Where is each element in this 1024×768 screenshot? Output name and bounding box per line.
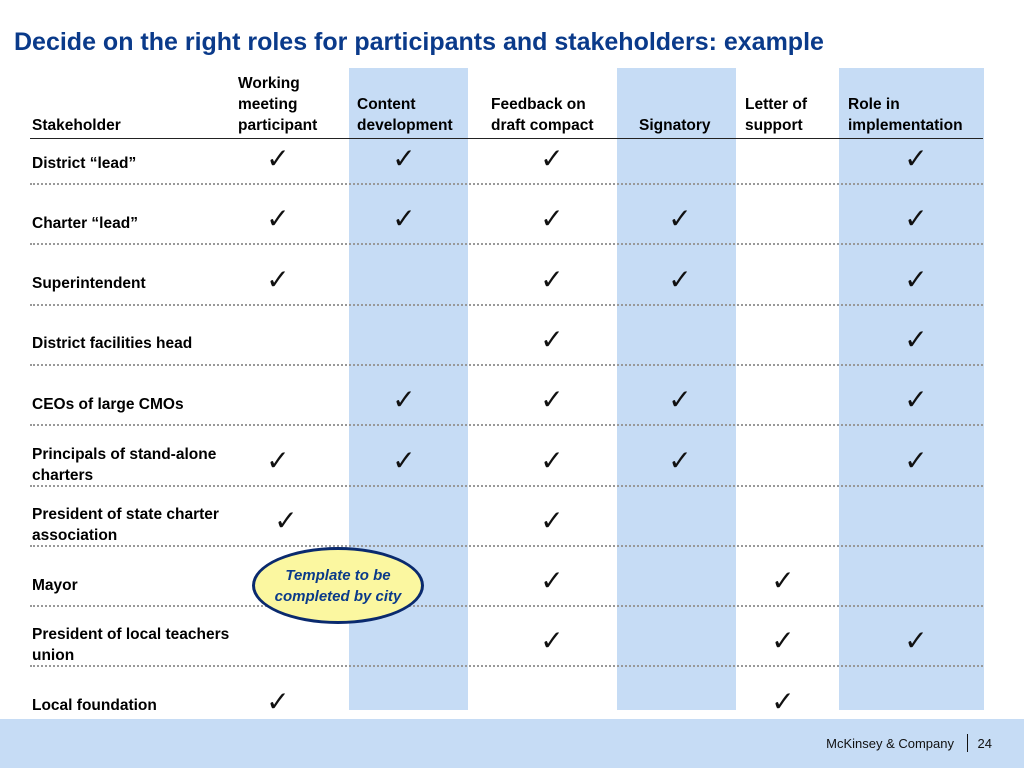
page-number: 24 <box>977 736 992 751</box>
row-label: President of state charter association <box>32 505 219 544</box>
checkmark-icon: ✓ <box>540 322 564 356</box>
footer-bar <box>0 719 1024 768</box>
checkmark-icon: ✓ <box>392 202 416 236</box>
checkmark-icon: ✓ <box>540 443 564 477</box>
checkmark-icon: ✓ <box>540 564 564 598</box>
row-separator <box>30 605 983 607</box>
row-separator <box>30 183 983 185</box>
checkmark-icon: ✓ <box>266 443 290 477</box>
checkmark-icon: ✓ <box>540 383 564 417</box>
column-header-letter-of-support: Letter of support <box>745 96 807 134</box>
row-separator <box>30 485 983 487</box>
row-label: CEOs of large CMOs <box>32 395 184 413</box>
row-separator <box>30 424 983 426</box>
row-separator <box>30 665 983 667</box>
checkmark-icon: ✓ <box>266 262 290 296</box>
checkmark-icon: ✓ <box>266 142 290 175</box>
column-header-working-meeting: Working meeting participant <box>238 75 318 134</box>
checkmark-icon: ✓ <box>392 383 416 417</box>
checkmark-icon: ✓ <box>274 503 298 537</box>
checkmark-icon: ✓ <box>904 624 928 658</box>
checkmark-icon: ✓ <box>668 383 692 417</box>
checkmark-icon: ✓ <box>904 262 928 296</box>
checkmark-icon: ✓ <box>540 142 564 175</box>
row-label: President of local teachers union <box>32 626 230 665</box>
checkmark-icon: ✓ <box>266 684 290 718</box>
row-label: Principals of stand-alone charters <box>32 445 217 484</box>
column-header-stakeholder: Stakeholder <box>32 117 121 134</box>
checkmark-icon: ✓ <box>540 202 564 236</box>
checkmark-icon: ✓ <box>668 262 692 296</box>
checkmark-icon: ✓ <box>392 443 416 477</box>
row-label: District “lead” <box>32 154 137 172</box>
template-callout <box>252 547 424 624</box>
checkmark-icon: ✓ <box>266 202 290 236</box>
checkmark-icon: ✓ <box>904 322 928 356</box>
template-callout-text: Template to be completed by city <box>274 566 402 605</box>
row-label: Mayor <box>32 576 78 594</box>
checkmark-icon: ✓ <box>771 624 795 658</box>
checkmark-icon: ✓ <box>771 684 795 718</box>
checkmark-icon: ✓ <box>904 383 928 417</box>
checkmark-icon: ✓ <box>540 624 564 658</box>
column-header-signatory: Signatory <box>639 117 711 134</box>
checkmark-icon: ✓ <box>540 503 564 537</box>
column-header-feedback: Feedback on draft compact <box>491 96 594 134</box>
checkmark-icon: ✓ <box>668 202 692 236</box>
row-label: Superintendent <box>32 275 146 293</box>
row-label: Local foundation <box>32 697 157 715</box>
page-title: Decide on the right roles for participants and stakeholders: example <box>14 28 824 56</box>
row-separator <box>30 243 983 245</box>
row-label: Charter “lead” <box>32 214 138 232</box>
column-header-content-development: Content development <box>357 96 453 134</box>
checkmark-icon: ✓ <box>668 443 692 477</box>
checkmark-icon: ✓ <box>904 202 928 236</box>
column-header-role-in-implementation: Role in implementation <box>848 96 963 134</box>
checkmark-icon: ✓ <box>771 564 795 598</box>
checkmark-icon: ✓ <box>904 443 928 477</box>
row-separator <box>30 545 983 547</box>
row-separator <box>30 304 983 306</box>
row-label: District facilities head <box>32 335 193 353</box>
checkmark-icon: ✓ <box>540 262 564 296</box>
footer-divider <box>967 734 968 752</box>
checkmark-icon: ✓ <box>904 142 928 175</box>
checkmark-icon: ✓ <box>392 142 416 175</box>
row-separator <box>30 364 983 366</box>
footer-company: McKinsey & Company <box>826 736 954 751</box>
